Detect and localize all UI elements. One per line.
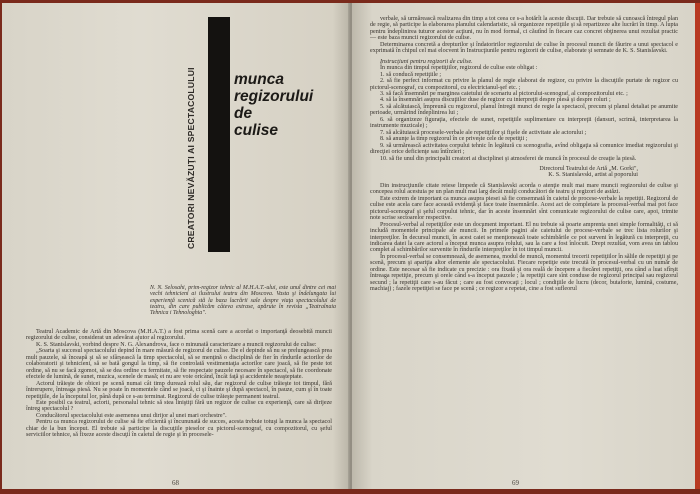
paragraph: Este extrem de important ca munca asupra piesei să fie consemnată în caietul de procese-verbale la repetiţii. Regizorul de culise este acela care face această evidenţă şi face toate însemnările. Acest act de completare la procesul-verbal mai pot face pictorul-scenograf şi şeful corpului tehnic, dar în aceste însemnări sînt comunicate regizorului de culise care, apoi, trimite note scrise sectoarelor respective. (370, 195, 678, 222)
paragraph: Determinarea concretă a drepturilor şi îndatoririlor regizorului de culise în procesul muncii de făurire a unui spectacol e exprimată în chipul cel mai elocvent în Instrucţiunile pentru regizorii de culise, elaborate şi semnate de K. S. Stanislavski. (370, 41, 678, 55)
paragraph: Procesul-verbal al repetiţiilor este un document important. El nu trebuie să poarte amprenta unei simple formalităţi, ci să includă momentele principale ale muncii. În primele pagini ale caietului de procese-verbale se trec lista rolurilor şi interpreţilor. În decursul muncii, în acest caiet se menţionează toate schimbările ce pot surveni în legătură cu interpreţii, cu indicarea datei la care actorul a început munca asupra rolului, sau la care a fost înlocuit. Drept rezultat, vom avea un tablou complet al schimbărilor survenite în rîndurile interpreţilor în tot timpul muncii. (370, 221, 678, 254)
vertical-section-title: CREATORI NEVĂZUŢI AI SPECTACOLULUI (186, 67, 196, 249)
article-title (234, 71, 344, 139)
title-line: regizorului (234, 88, 314, 105)
right-body-text (370, 16, 678, 293)
title-line: de (234, 105, 253, 122)
list-item: 4. să la însemnări asupra discuţiilor duse de regizor cu interpreţii despre piesă şi despre roluri ; (380, 97, 611, 104)
paragraph: În munca din timpul repetiţiilor, regizorul de culise este obligat : (380, 65, 538, 72)
list-item: 7. să alcătuiască procesele-verbale ale repetiţiilor şi fişele de activitate ale actorului ; (380, 129, 587, 136)
list-item: 9. să urmărească activitatea corpului tehnic în legătură cu scenografia, avînd obligaţia să comunice imediat regizorului şi direcţiei orice deficienţe sau întîrzieri ; (370, 142, 678, 156)
paragraph: Pentru ca munca regizorului de culise să fie eficientă şi încununată de succes, acesta trebuie totuşi la munca la spectacol chiar de la bun început. El trebuie să participe la discuţiile pieselor cu pictorul-scenograf, cu compozitorul, cu şeful serviciilor tehnice, să fixeze aceste discuţii în caietul de regie şi în procesele- (26, 419, 332, 439)
paragraph: „Soarta şi succesul spectacolului depind în mare măsură de regizorul de culise. De el depinde să nu se prelungească prea mult pauzele, să înceapă şi să se sfârşească la timp spectacolul, să se menţină o disciplină de fier în rîndurile actorilor de colaboratorii şi tehnicieni, să se bată gongul la timp, să fie controlată vestimentaţia actorilor care joacă, să fie peste tot ordine, să nu se facă zgomot, să se dea ordine cu fermitate, să fie respectate pauzele necesare în spectacol, să fie coordonate efectele de lumină, de sunet, muzica, scenele de masă; ei nu are voie oricând, încât faţă şi accidentele neaşteptate. (26, 348, 332, 381)
paragraph: Teatrul Academic de Artă din Moscova (M.H.A.T.) a fost prima scenă care a acordat o importanţă deosebită muncii regizorului de culise, considerat un adevărat ajutor al regizorului. (26, 329, 332, 342)
paragraph: În procesul-verbal se consemnează, de asemenea, modul de muncă, momentul trecerii repetiţiilor în sălile de repetiţii şi pe scenă, precum şi apariţia altor elemente ale spectacolului. Fiecare repetiţie este trecută în procesul-verbal cu un număr de ordine. Este necesar să fie indicate cu precizie : ora fixată şi ora reală de începere a fiecărei repetiţii, ora când a luat sfîrşit întreaga repetiţie, precum şi orele când s-a început pauzele ; la repetiţii care sînt conduse de regizorul principal sau regizorul secund ; la repetiţii care s-au făcut ; care au fost convocaţi ; locul ; condiţiile de lucru (decor, butaforie, lumină, costume, machiaj) ; fazele repetiţiei se face pe scenă ; ce regizor a repetat, cine a fost sufleorul (370, 253, 678, 293)
list-item: 3. să facă însemnări pe marginea caietului de scenariu al pictorului-scenograf, al compozitorului etc. ; (380, 90, 628, 97)
instructions-heading: Instrucţiuni pentru regizorii de culise. (380, 58, 473, 65)
list-item: 1. să conducă repetiţiile ; (380, 71, 442, 78)
left-body-text (26, 329, 332, 439)
signature-line: K. S. Stanislavski, artist al poporului (548, 172, 638, 179)
paragraph: Conducătorul spectacolului este asemenea unui dirijor al unei mari orchestre". (36, 412, 227, 419)
left-page (2, 3, 350, 489)
page-number: 69 (512, 479, 519, 487)
right-page (352, 3, 695, 489)
paragraph: K. S. Stanislavski, vorbind despre N. G. Alexandrova, face o minunată caracterizare a muncii regizorului de culise: (36, 341, 317, 348)
page-number: 68 (172, 479, 179, 487)
paragraph: verbale, să urmărească realizarea din timp a tot ceea ce s-a hotărît la aceste discuţii. Dar trebuie să cunoască întregul plan de regie, să participe la elaborarea planului calendaristic, să organizeze repetiţiile şi să repartizeze alte lucrări în timp. A lupta pentru îndeplinirea tuturor acestor acţiuni, nu în mod formal, ci căutînd în fiecare caz concret obţinerea unui rezultat practic — este baza muncii regizorului de culise. (370, 16, 678, 42)
black-title-bar (208, 17, 230, 252)
list-item: 10. să fie unul din principalii creatori ai disciplinei şi atmosferei de muncă în procesul de creaţie la piesă. (380, 155, 637, 162)
paragraph: Din instrucţiunile citate reiese limpede că Stanislavski acorda o atenţie mult mai mare muncii regizorului de culise şi concepea rolul acestuia pe un plan mult mai larg decât mulţi conducători de teatru şi regizori de astăzi. (370, 182, 678, 196)
title-line: culise (234, 122, 278, 139)
paragraph: Actorul trăieşte de obicei pe scenă numai cât timp durează rolul său, dar regizorul de culise trăieşte tot timpul, fără întrerupere, întreaga piesă. Nu se poate în momentele când se joacă, ci şi înainte şi după spectacol, în pauze, cum şi în toate repetiţiile, de la începutul lor, până după ce s-au terminat. Regizorul de culise trăieşte permanent teatrul. (26, 380, 332, 400)
list-item: 8. să anunţe la timp regizorul în ce priveşte cele de repetiţii ; (380, 136, 528, 143)
article-intro: N. N. Selosahi, prim-regizor tehnic al M.H.A.T.-ului, este unul dintre cei mai vechi tehnicieni ai ilustrului teatru din Moscova. Vasta şi îndelungata lui experienţă scenică stă la baza lucrării sale despre viaţa spectacolului de teatru, din care publicăm câteva extrase, apărute în revista „Teatralnaia Tehnica i Tehnologhia". (150, 285, 336, 317)
list-item: 5. să alcătuiască, împreună cu regizorul, planul întregii munci de regie la spectacol, precum şi planul detaliat pe anumite perioade, urmărind îndeplinirea lui ; (370, 103, 678, 117)
title-line: munca (234, 71, 284, 88)
paragraph: Este posibil ca teatrul, actorii, personalul tehnic să stea liniştiţi fără un regizor de culise cu experienţă, care să dirijeze întreg spectacolul ? (26, 399, 332, 413)
list-item: 6. să organizeze figuraţia, efectele de sunet, repetiţiile suplimentare cu interpreţii (dansuri, scrimă, interpretarea la instrumente muzicale) ; (370, 116, 678, 130)
red-book-edge (695, 3, 700, 489)
signature-line: Directorul Teatrului de Artă „M. Gorki", (539, 165, 638, 172)
book-spread (2, 3, 698, 491)
list-item: 2. să fie perfect informat cu privire la planul de regie elaborat de regizor, cu privire la discuţiile purtate de regizor cu pictorul-scenograf, cu compozitorul, cu electricianul-şef etc. ; (370, 78, 678, 91)
